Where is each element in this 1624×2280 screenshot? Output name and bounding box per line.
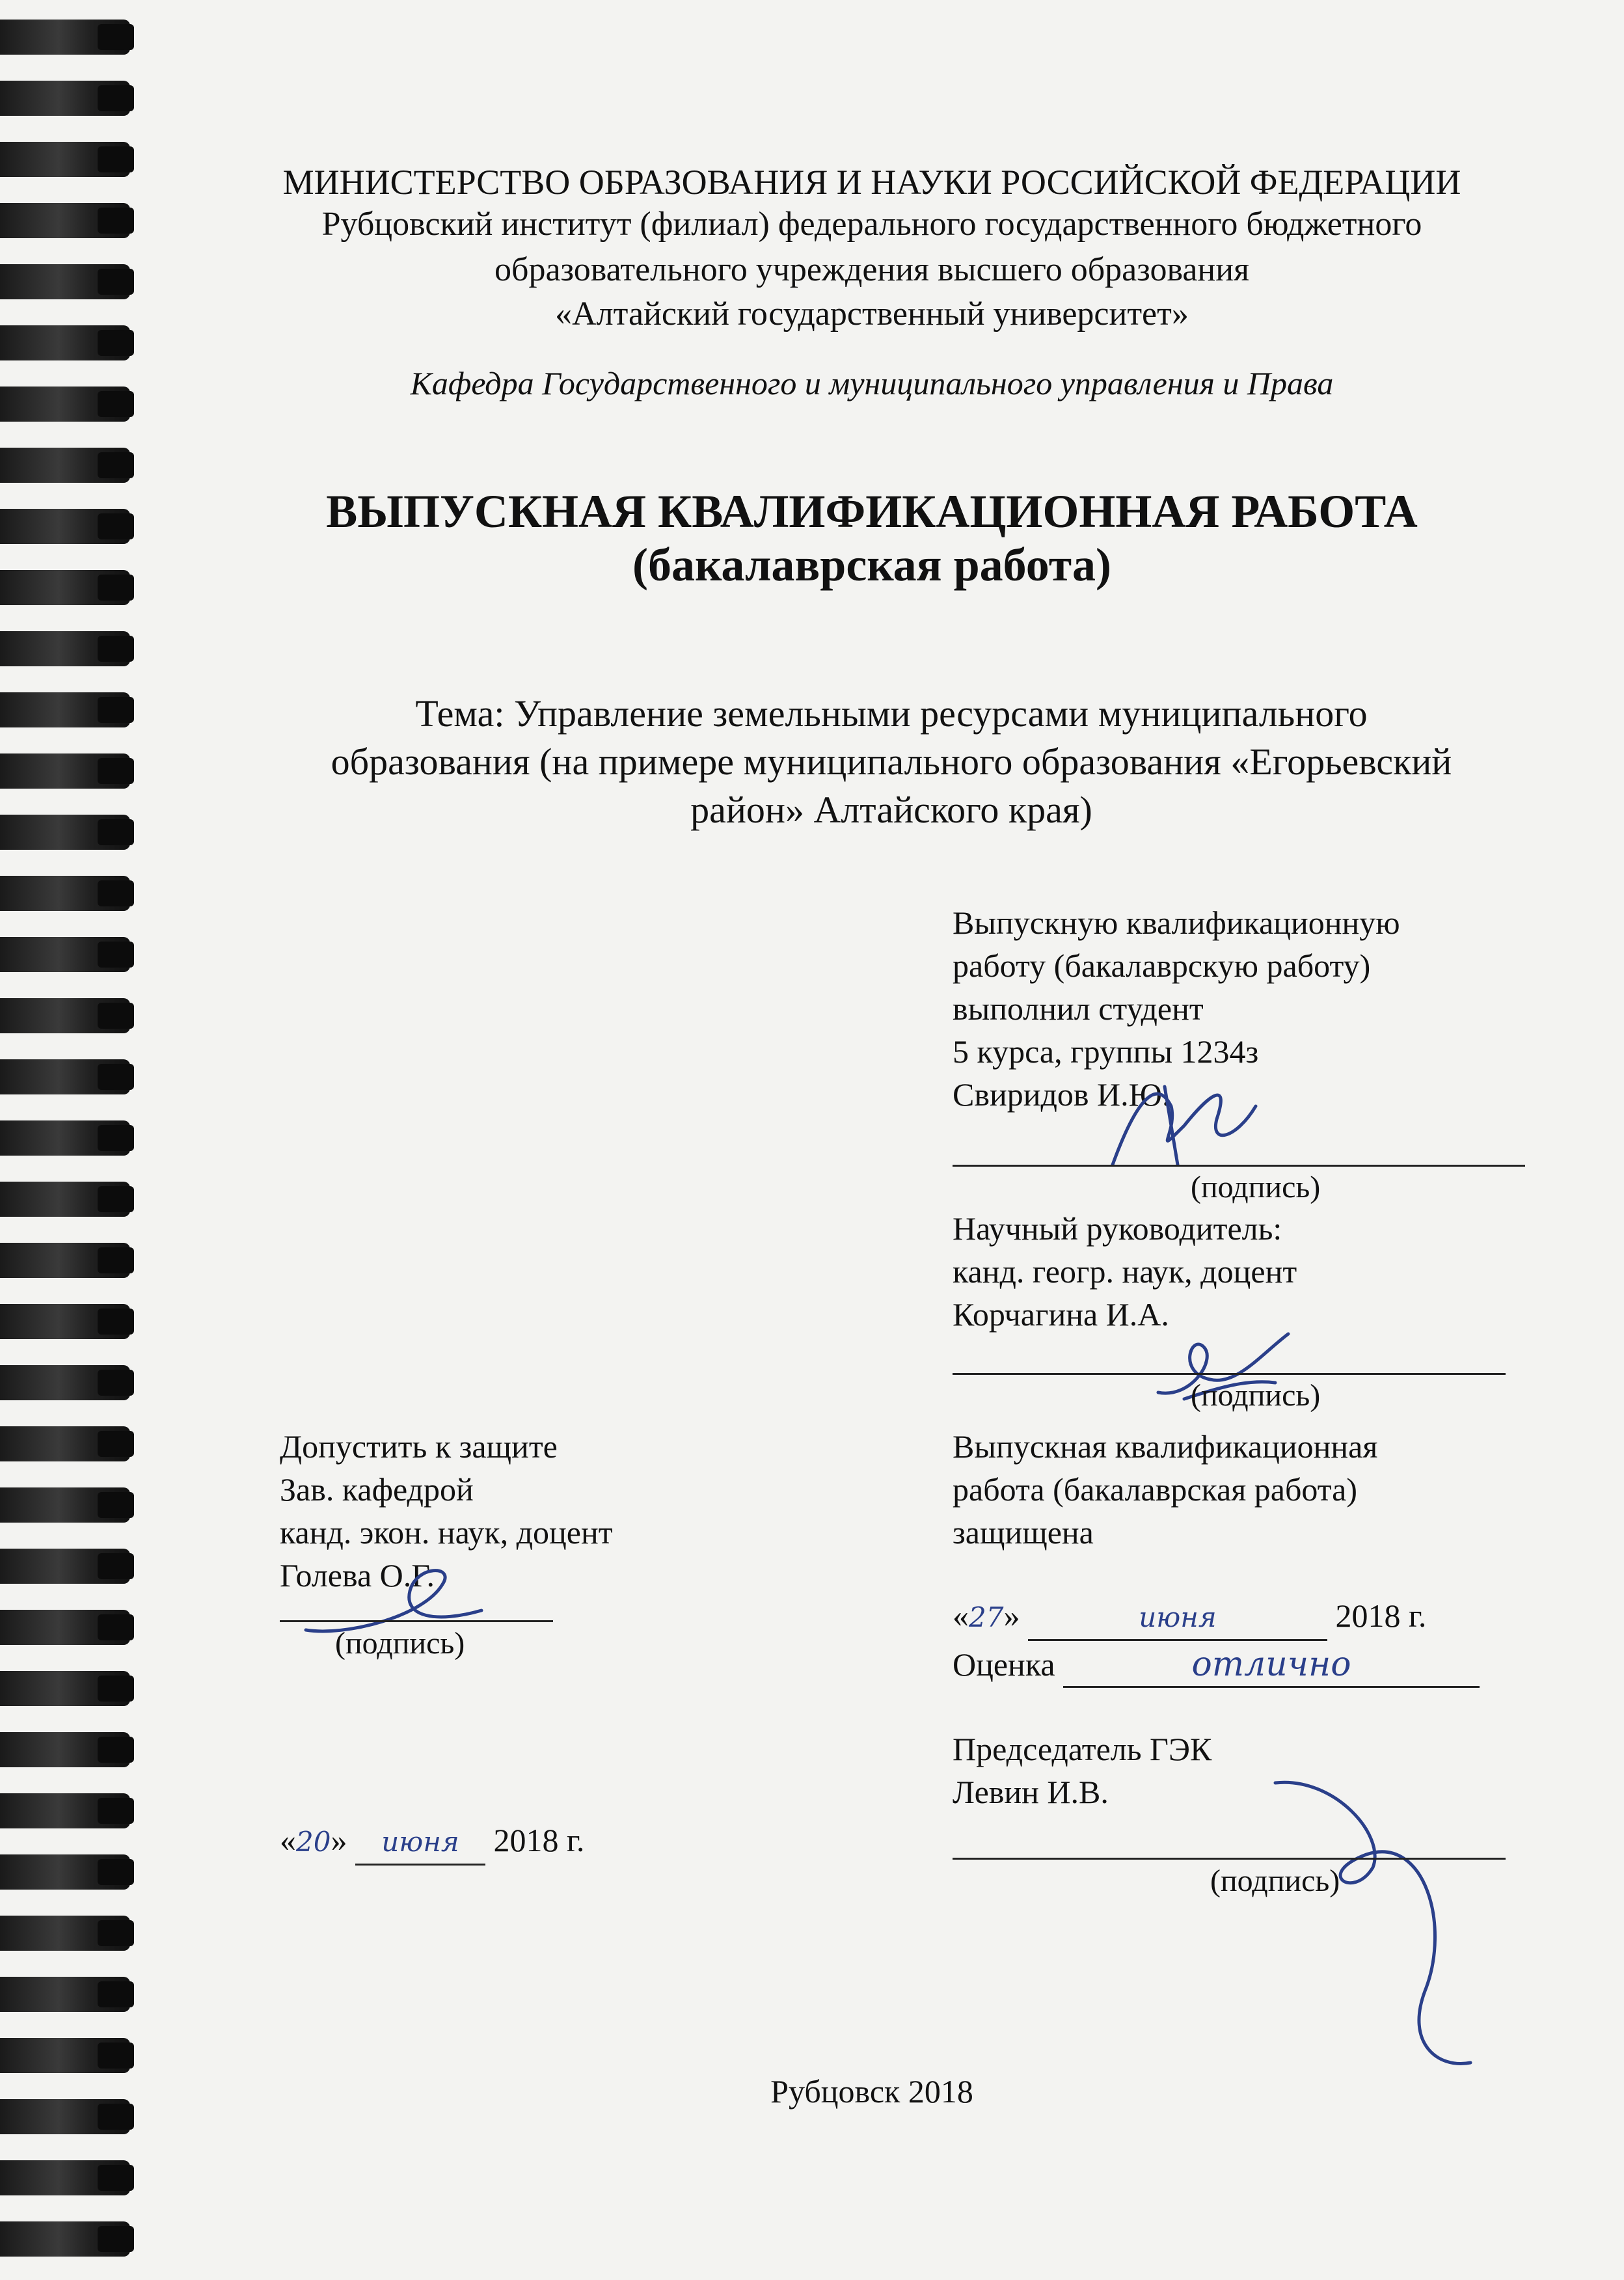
theme-line-3: район» Алтайского края) bbox=[690, 789, 1092, 831]
binding-hole bbox=[98, 146, 134, 172]
binding-hole bbox=[98, 880, 134, 906]
binding-hole bbox=[98, 269, 134, 295]
defense-date-year: 2018 г. bbox=[1335, 1597, 1427, 1634]
admission-date bbox=[280, 1819, 735, 1866]
binding-hole bbox=[98, 1676, 134, 1702]
grade-label: Оценка bbox=[953, 1646, 1055, 1683]
supervisor-name: Корчагина И.А. bbox=[953, 1296, 1169, 1333]
admission-date-open: « bbox=[280, 1822, 296, 1858]
supervisor-label: Научный руководитель: bbox=[953, 1210, 1282, 1247]
defense-result-block bbox=[953, 1425, 1538, 1554]
admission-line-1: Допустить к защите bbox=[280, 1428, 558, 1465]
binding-hole bbox=[98, 452, 134, 478]
binding-hole bbox=[98, 1737, 134, 1763]
admission-date-month: июня bbox=[355, 1821, 485, 1866]
theme-line-2: образования (на примере муниципального образования «Егорьевский bbox=[331, 740, 1452, 783]
commission-signature-caption: (подпись) bbox=[1210, 1864, 1340, 1898]
institute-line-2: образовательного учреждения высшего образования bbox=[494, 251, 1249, 288]
student-line-2: работу (бакалаврскую работу) bbox=[953, 947, 1371, 984]
admission-line-2: Зав. кафедрой bbox=[280, 1471, 474, 1508]
commission-signature bbox=[1256, 1757, 1555, 2095]
binding-hole bbox=[98, 1125, 134, 1151]
student-line-3: выполнил студент bbox=[953, 990, 1204, 1027]
commission-name: Левин И.В. bbox=[953, 1774, 1109, 1810]
binding-hole bbox=[98, 2226, 134, 2252]
binding-hole bbox=[98, 1370, 134, 1396]
admission-date-day: 20 bbox=[296, 1826, 331, 1858]
binding-hole bbox=[98, 942, 134, 968]
theme-line-1: Тема: Управление земельными ресурсами муниципального bbox=[415, 692, 1368, 735]
binding-hole bbox=[98, 1798, 134, 1824]
defense-date-month: июня bbox=[1028, 1596, 1327, 1641]
binding-hole bbox=[98, 391, 134, 417]
binding-hole bbox=[98, 697, 134, 723]
binding-hole bbox=[98, 1064, 134, 1090]
binding-hole bbox=[98, 1247, 134, 1273]
binding-hole bbox=[98, 1920, 134, 1946]
binding-hole bbox=[98, 1309, 134, 1335]
student-signature-caption: (подпись) bbox=[1191, 1170, 1321, 1204]
binding-hole bbox=[98, 1553, 134, 1579]
supervisor-block bbox=[953, 1207, 1538, 1336]
defense-date-open: « bbox=[953, 1597, 969, 1634]
student-line-1: Выпускную квалификационную bbox=[953, 904, 1400, 941]
spiral-binding bbox=[0, 0, 150, 2280]
institute-line-3: «Алтайский государственный университет» bbox=[555, 295, 1189, 332]
defense-date-close: » bbox=[1003, 1597, 1020, 1634]
result-line-3: защищена bbox=[953, 1514, 1094, 1551]
binding-hole bbox=[98, 1614, 134, 1640]
head-signature-caption: (подпись) bbox=[335, 1626, 465, 1661]
grade-value: отлично bbox=[1063, 1643, 1480, 1688]
footer-city-year: Рубцовск 2018 bbox=[770, 2073, 973, 2110]
supervisor-degree: канд. геогр. наук, доцент bbox=[953, 1253, 1297, 1290]
binding-hole bbox=[98, 208, 134, 234]
document-subtitle: (бакалаврская работа) bbox=[632, 539, 1111, 591]
admission-date-close: » bbox=[331, 1822, 347, 1858]
binding-hole bbox=[98, 85, 134, 111]
binding-hole bbox=[98, 513, 134, 539]
department-name: Кафедра Государственного и муниципального управления и Права bbox=[410, 365, 1334, 401]
binding-hole bbox=[98, 1492, 134, 1518]
document-title: ВЫПУСКНАЯ КВАЛИФИКАЦИОННАЯ РАБОТА bbox=[326, 485, 1418, 537]
binding-hole bbox=[98, 24, 134, 50]
grade-row bbox=[953, 1643, 1538, 1688]
student-line-4: 5 курса, группы 1234з bbox=[953, 1033, 1259, 1070]
student-signature bbox=[1100, 1067, 1269, 1178]
admission-head-name: Голева О.Г. bbox=[280, 1557, 435, 1594]
binding-hole bbox=[98, 636, 134, 662]
binding-hole bbox=[98, 1431, 134, 1457]
binding-hole bbox=[98, 2104, 134, 2130]
binding-hole bbox=[98, 330, 134, 356]
institute-line-1: Рубцовский институт (филиал) федерального государственного бюджетного bbox=[321, 206, 1422, 243]
result-line-2: работа (бакалаврская работа) bbox=[953, 1471, 1358, 1508]
supervisor-signature-caption: (подпись) bbox=[1191, 1378, 1321, 1413]
student-name: Свиридов И.Ю. bbox=[953, 1076, 1171, 1113]
admission-date-year: 2018 г. bbox=[493, 1822, 585, 1858]
binding-hole bbox=[98, 2043, 134, 2069]
binding-hole bbox=[98, 758, 134, 784]
binding-hole bbox=[98, 819, 134, 845]
defense-date-day: 27 bbox=[969, 1601, 1004, 1633]
binding-hole bbox=[98, 2165, 134, 2191]
binding-hole bbox=[98, 1859, 134, 1885]
defense-date bbox=[953, 1594, 1538, 1641]
result-line-1: Выпускная квалификационная bbox=[953, 1428, 1378, 1465]
binding-hole bbox=[98, 1981, 134, 2007]
binding-hole bbox=[98, 1186, 134, 1212]
binding-hole bbox=[98, 1003, 134, 1029]
admission-line-3: канд. экон. наук, доцент bbox=[280, 1514, 613, 1551]
thesis-theme bbox=[247, 690, 1536, 834]
binding-hole bbox=[98, 575, 134, 601]
commission-label: Председатель ГЭК bbox=[953, 1731, 1212, 1767]
ministry-name: МИНИСТЕРСТВО ОБРАЗОВАНИЯ И НАУКИ РОССИЙСКОЙ ФЕДЕРАЦИИ bbox=[282, 163, 1461, 202]
